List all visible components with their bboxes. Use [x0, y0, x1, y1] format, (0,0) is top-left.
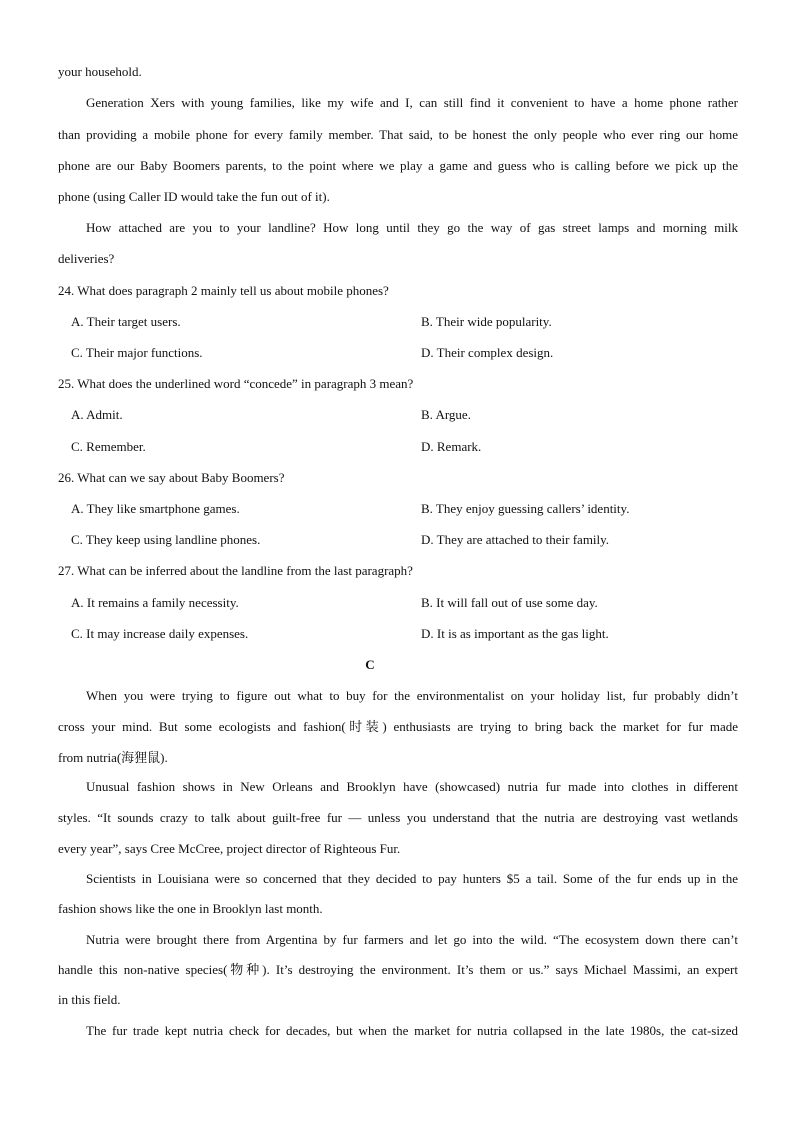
passage-b-p2-line-4: phone (using Caller ID would take the fun out of it). [58, 189, 330, 204]
passage-c-p1-line-1: When you were trying to figure out what to buy for the environmentalist on your holiday list, fur probably didn’t [86, 688, 738, 703]
question-25-stem: 25. What does the underlined word “concede” in paragraph 3 mean? [58, 376, 414, 391]
passage-c-p2-line-2: styles. “It sounds crazy to talk about guilt-free fur — unless you understand that the nutria are destroying vast wetlands [58, 810, 738, 825]
question-24-option-a: A. Their target users. [71, 314, 181, 329]
passage-c-p2-line-3: every year”, says Cree McCree, project director of Righteous Fur. [58, 841, 401, 856]
passage-c-p2-line-1: Unusual fashion shows in New Orleans and Brooklyn have (showcased) nutria fur made into clothes in different [86, 779, 738, 794]
passage-b-p3-line-1: How attached are you to your landline? How long until they go the way of gas street lamps and morning milk [86, 220, 738, 235]
question-26-option-c: C. They keep using landline phones. [71, 532, 261, 547]
question-27-option-d: D. It is as important as the gas light. [421, 626, 609, 641]
passage-c-p4-line-1: Nutria were brought there from Argentina by fur farmers and let go into the wild. “The ecosystem down there can’t [86, 932, 738, 947]
passage-c-p3-line-1: Scientists in Louisiana were so concerned that they decided to pay hunters $5 a tail. Some of the fur ends up in the [86, 871, 738, 886]
question-25-option-b: B. Argue. [421, 407, 471, 422]
passage-c-p5-line-1: The fur trade kept nutria check for decades, but when the market for nutria collapsed in the late 1980s, the cat-sized [86, 1023, 738, 1038]
passage-b-p2-line-1: Generation Xers with young families, like my wife and I, can still find it convenient to have a home phone rather [86, 95, 738, 110]
passage-c-p4-line-2: handle this non-native species(物种). It’s destroying the environment. It’s them or us.” says Michael Massimi, an expert [58, 962, 738, 977]
question-26-stem: 26. What can we say about Baby Boomers? [58, 470, 285, 485]
question-24-option-c: C. Their major functions. [71, 345, 203, 360]
question-24-stem: 24. What does paragraph 2 mainly tell us about mobile phones? [58, 283, 389, 298]
question-26-option-a: A. They like smartphone games. [71, 501, 240, 516]
question-25-option-c: C. Remember. [71, 439, 146, 454]
question-27-stem: 27. What can be inferred about the landline from the last paragraph? [58, 563, 413, 578]
question-24-option-b: B. Their wide popularity. [421, 314, 552, 329]
question-26-option-b: B. They enjoy guessing callers’ identity. [421, 501, 630, 516]
passage-b-p3-line-2: deliveries? [58, 251, 115, 266]
question-27-option-a: A. It remains a family necessity. [71, 595, 239, 610]
passage-c-p1-line-2: cross your mind. But some ecologists and fashion(时装) enthusiasts are trying to bring back the market for fur made [58, 719, 738, 734]
question-26-option-d: D. They are attached to their family. [421, 532, 610, 547]
question-27-option-c: C. It may increase daily expenses. [71, 626, 249, 641]
passage-c-p3-line-2: fashion shows like the one in Brooklyn last month. [58, 901, 323, 916]
question-27-option-b: B. It will fall out of use some day. [421, 595, 598, 610]
passage-c-title: C [365, 657, 375, 672]
passage-b-p2-line-2: than providing a mobile phone for every family member. That said, to be honest the only people who ever ring our home [58, 127, 738, 142]
question-25-option-d: D. Remark. [421, 439, 482, 454]
passage-b-p2-line-3: phone are our Baby Boomers parents, to the point where we play a game and guess who is calling before we pick up the [58, 158, 738, 173]
question-25-option-a: A. Admit. [71, 407, 123, 422]
question-24-option-d: D. Their complex design. [421, 345, 554, 360]
passage-b-p1-tail: your household. [58, 64, 142, 79]
passage-c-p4-line-3: in this field. [58, 992, 121, 1007]
passage-c-p1-line-3: from nutria(海狸鼠). [58, 750, 168, 765]
